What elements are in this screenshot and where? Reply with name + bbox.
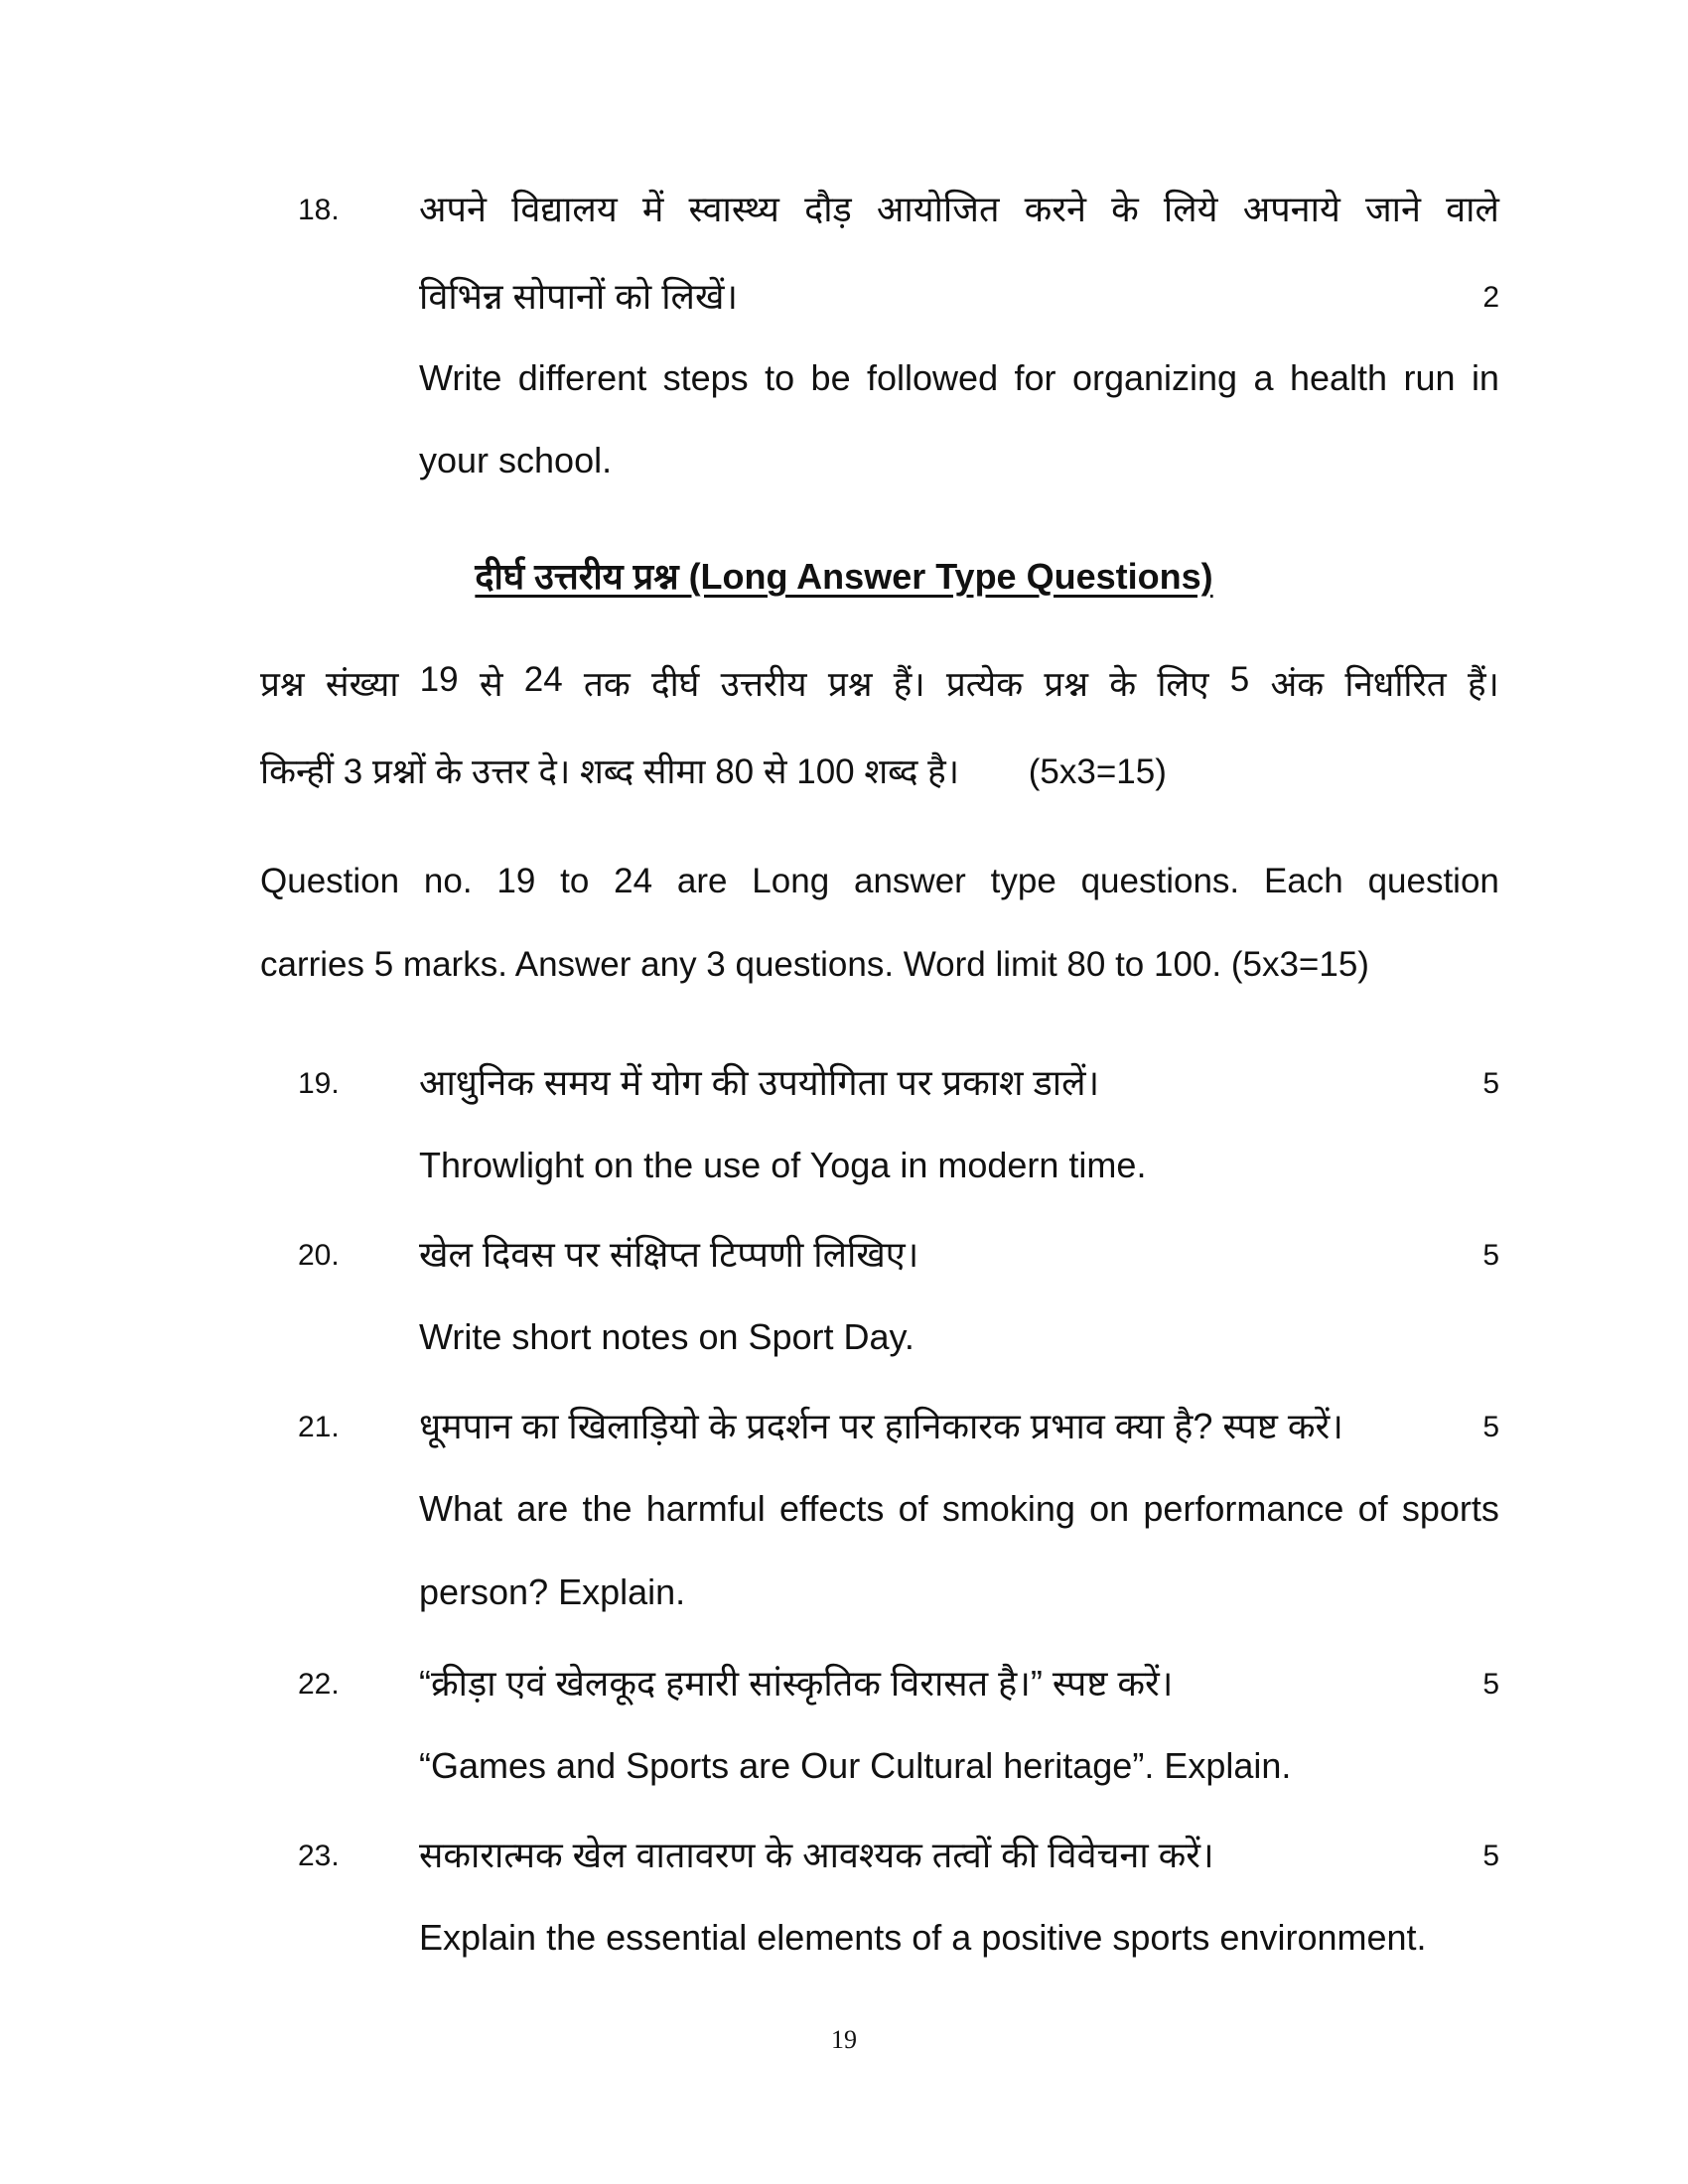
word: sports: [1401, 1488, 1499, 1529]
word: steps: [662, 357, 749, 398]
word: लिये: [1163, 189, 1218, 229]
word: in: [1471, 357, 1499, 398]
question-english-line-2: your school.: [419, 440, 613, 480]
question-number: 19.: [298, 1067, 340, 1100]
word: run: [1403, 357, 1456, 398]
word: तक: [583, 665, 631, 704]
word: the: [582, 1488, 633, 1529]
question-number: 21.: [298, 1411, 340, 1443]
word: are: [676, 862, 728, 900]
word: प्रश्न: [1044, 665, 1088, 704]
hindi-instructions-line-1: [260, 660, 1499, 707]
word: are: [516, 1488, 569, 1529]
question-english-line-1: [419, 357, 1499, 399]
word: answer: [853, 862, 966, 900]
word: smoking: [941, 1488, 1075, 1529]
word: to: [560, 862, 590, 900]
word: में: [641, 189, 664, 229]
question-english-line-2: person? Explain.: [419, 1571, 686, 1612]
word: to: [765, 357, 795, 398]
word: जाने: [1364, 189, 1421, 229]
hindi-instructions-marks: (5x3=15): [1028, 752, 1167, 791]
word: से: [479, 665, 503, 704]
section-heading: दीर्घ उत्तरीय प्रश्न (Long Answer Type Questions): [475, 556, 1213, 597]
question-hindi: धूमपान का खिलाड़ियो के प्रदर्शन पर हानिकारक प्रभाव क्या है? स्पष्ट करें।: [419, 1406, 1343, 1446]
word: effects: [778, 1488, 885, 1529]
word: निर्धारित: [1344, 665, 1447, 704]
word: वाले: [1446, 189, 1499, 229]
word: उत्तरीय: [720, 665, 807, 704]
word: अंक: [1270, 665, 1325, 704]
word: Long: [752, 862, 830, 900]
word: Question: [260, 862, 400, 900]
word: लिए: [1157, 665, 1209, 704]
question-marks: 5: [1482, 1411, 1499, 1443]
word: स्वास्थ्य: [688, 189, 779, 229]
question-number: 18.: [298, 194, 340, 226]
question-number: 20.: [298, 1239, 340, 1272]
word: हैं।: [1467, 665, 1499, 704]
word: संख्या: [325, 665, 399, 704]
question-marks: 2: [1482, 281, 1499, 314]
word: health: [1289, 357, 1388, 398]
page-number: 19: [831, 2025, 857, 2054]
word: performance: [1143, 1488, 1344, 1529]
word: दौड़: [804, 189, 852, 229]
word: different: [517, 357, 647, 398]
english-instructions-line-2: carries 5 marks. Answer any 3 questions. Word limit 80 to 100. (5x3=15): [260, 945, 1369, 984]
word: अपनाये: [1242, 189, 1340, 229]
question-marks: 5: [1482, 1067, 1499, 1100]
word: on: [1089, 1488, 1130, 1529]
word: 24: [614, 862, 653, 900]
word: What: [419, 1488, 503, 1529]
word: 5: [1229, 660, 1250, 699]
word: 19: [496, 862, 536, 900]
word: of: [898, 1488, 928, 1529]
word: विद्यालय: [511, 189, 618, 229]
word: for: [1014, 357, 1056, 398]
question-english: Explain the essential elements of a positive sports environment.: [419, 1917, 1427, 1958]
question-hindi: “क्रीड़ा एवं खेलकूद हमारी सांस्कृतिक विरासत है।” स्पष्ट करें।: [419, 1663, 1174, 1704]
question-hindi: खेल दिवस पर संक्षिप्त टिप्पणी लिखिए।: [419, 1234, 919, 1275]
word: करने: [1024, 189, 1086, 229]
question-english: Write short notes on Sport Day.: [419, 1316, 914, 1357]
word: type: [990, 862, 1056, 900]
word: questions.: [1080, 862, 1240, 900]
word: followed: [867, 357, 999, 398]
word: Each: [1263, 862, 1343, 900]
question-number: 22.: [298, 1668, 340, 1701]
word: के: [1109, 665, 1137, 704]
question-english-line-1: [419, 1488, 1499, 1530]
word: a: [1253, 357, 1274, 398]
question-english: “Games and Sports are Our Cultural heritage”. Explain.: [419, 1745, 1292, 1786]
word: प्रश्न: [260, 665, 305, 704]
question-marks: 5: [1482, 1668, 1499, 1701]
word: के: [1111, 189, 1139, 229]
word: Write: [419, 357, 502, 398]
word: हैं।: [893, 665, 925, 704]
word: प्रत्येक: [945, 665, 1024, 704]
word: आयोजित: [876, 189, 1000, 229]
question-hindi-line-1: [419, 184, 1499, 232]
word: 19: [419, 660, 459, 699]
question-number: 23.: [298, 1840, 340, 1872]
word: प्रश्न: [827, 665, 873, 704]
word: question: [1367, 862, 1499, 900]
word: organizing: [1071, 357, 1238, 398]
question-marks: 5: [1482, 1840, 1499, 1872]
question-english: Throwlight on the use of Yoga in modern time.: [419, 1145, 1147, 1185]
word: अपने: [419, 189, 487, 229]
word: be: [810, 357, 851, 398]
question-marks: 5: [1482, 1239, 1499, 1272]
word: 24: [523, 660, 563, 699]
question-hindi: आधुनिक समय में योग की उपयोगिता पर प्रकाश डालें।: [419, 1062, 1100, 1103]
word: harmful: [645, 1488, 766, 1529]
question-hindi: सकारात्मक खेल वातावरण के आवश्यक तत्वों की विवेचना करें।: [419, 1835, 1214, 1875]
english-instructions-line-1: [260, 862, 1499, 901]
question-hindi-line-2: विभिन्न सोपानों को लिखें।: [419, 276, 739, 317]
hindi-instructions-text: किन्हीं 3 प्रश्नों के उत्तर दे। शब्द सीमा 80 से 100 शब्द है।: [260, 752, 959, 791]
word: of: [1357, 1488, 1388, 1529]
hindi-instructions-line-2: [260, 748, 1167, 794]
word: दीर्घ: [650, 665, 700, 704]
word: no.: [423, 862, 473, 900]
